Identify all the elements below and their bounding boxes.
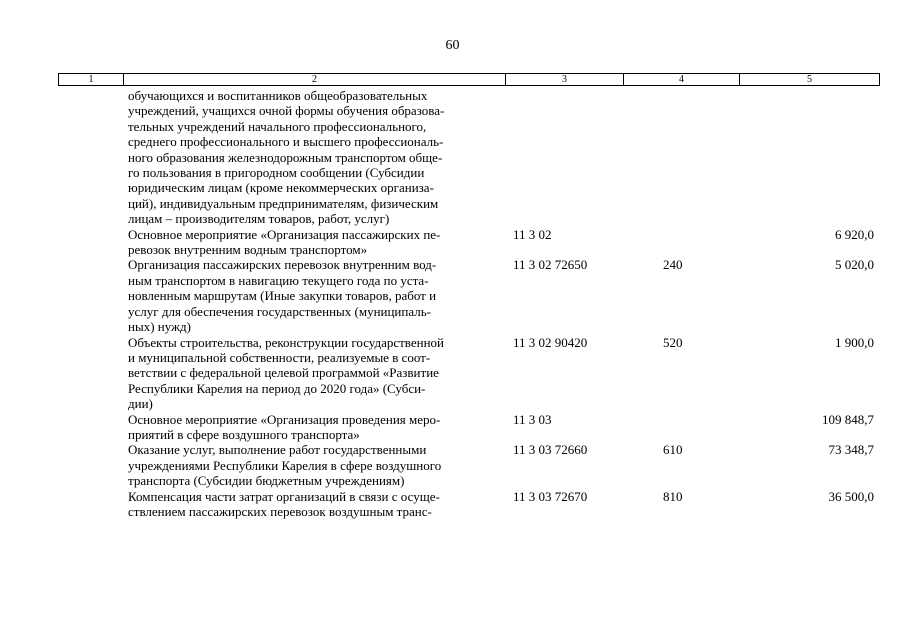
row-code: 11 3 03 xyxy=(513,411,552,427)
description-line: приятий в сфере воздушного транспорта» xyxy=(128,426,360,442)
description-line: Республики Карелия на период до 2020 года» (Субси- xyxy=(128,380,426,396)
row-amount: 36 500,0 xyxy=(828,488,874,504)
row-code: 11 3 02 90420 xyxy=(513,334,588,350)
description-line: транспорта (Субсидии бюджетным учреждениям) xyxy=(128,473,405,489)
row-expense-type: 240 xyxy=(663,257,683,273)
row-code: 11 3 03 72660 xyxy=(513,442,588,458)
row-description xyxy=(58,412,505,443)
header-col-1: 1 xyxy=(59,74,124,85)
description-line: юридическим лицам (кроме некоммерческих организа- xyxy=(128,180,434,196)
table-header-row xyxy=(58,73,880,86)
row-expense-type: 810 xyxy=(663,488,683,504)
description-line: услуг для обеспечения государственных (муниципаль- xyxy=(128,303,431,319)
row-amount: 73 348,7 xyxy=(828,442,874,458)
description-line: учреждений, учащихся очной формы обучения образова- xyxy=(128,103,445,119)
row-expense-type: 610 xyxy=(663,442,683,458)
description-line: лицам – производителям товаров, работ, услуг) xyxy=(128,211,390,227)
row-description xyxy=(58,335,505,412)
description-line: Основное мероприятие «Организация проведения меро- xyxy=(128,411,441,427)
row-amount: 109 848,7 xyxy=(822,411,874,427)
table-row xyxy=(58,227,880,258)
row-expense-type xyxy=(623,412,739,443)
description-line: ных) нужд) xyxy=(128,319,191,335)
description-line: среднего профессионального и высшего профессиональ- xyxy=(128,134,444,150)
row-description xyxy=(58,489,505,520)
row-description xyxy=(58,442,505,488)
row-description xyxy=(58,88,505,227)
table-row xyxy=(58,412,880,443)
row-expense-type xyxy=(623,227,739,258)
row-amount: 5 020,0 xyxy=(835,257,874,273)
description-line: учреждениями Республики Карелия в сфере воздушного xyxy=(128,457,442,473)
description-line: тельных учреждений начального профессионального, xyxy=(128,118,427,134)
description-line: дии) xyxy=(128,396,153,412)
table-row xyxy=(58,335,880,412)
description-line: Оказание услуг, выполнение работ государственными xyxy=(128,442,427,458)
description-line: ного образования железнодорожным транспортом обще- xyxy=(128,149,443,165)
page-number: 60 xyxy=(445,38,460,53)
row-code xyxy=(505,88,623,227)
description-line: обучающихся и воспитанников общеобразовательных xyxy=(128,88,428,103)
description-line: новленным маршрутам (Иные закупки товаров, работ и xyxy=(128,288,437,304)
row-expense-type xyxy=(623,88,739,227)
row-amount: 1 900,0 xyxy=(835,334,874,350)
description-line: и муниципальной собственности, реализуемые в соот- xyxy=(128,349,431,365)
row-description xyxy=(58,257,505,334)
description-line: ным транспортом в навигацию текущего года по уста- xyxy=(128,272,429,288)
row-code: 11 3 02 72650 xyxy=(513,257,588,273)
row-amount xyxy=(739,88,880,227)
header-col-4: 4 xyxy=(624,74,740,85)
description-line: го пользования в пригородном сообщении (Субсидии xyxy=(128,165,425,181)
header-col-2: 2 xyxy=(124,74,506,85)
description-line: Объекты строительства, реконструкции государственной xyxy=(128,334,445,350)
header-col-5: 5 xyxy=(807,74,812,85)
description-line: ций), индивидуальным предпринимателям, физическим xyxy=(128,195,439,211)
table-body xyxy=(58,88,880,519)
table-row xyxy=(58,442,880,488)
description-line: ветствии с федеральной целевой программой «Развитие xyxy=(128,365,439,381)
row-code: 11 3 03 72670 xyxy=(513,488,588,504)
row-code: 11 3 02 xyxy=(513,226,552,242)
row-description xyxy=(58,227,505,258)
description-line: Основное мероприятие «Организация пассажирских пе- xyxy=(128,226,441,242)
header-col-3: 3 xyxy=(506,74,624,85)
table-row xyxy=(58,489,880,520)
description-line: Компенсация части затрат организаций в связи с осуще- xyxy=(128,488,440,504)
table-row xyxy=(58,257,880,334)
description-line: ревозок внутренним водным транспортом» xyxy=(128,242,368,258)
description-line: ствлением пассажирских перевозок воздушным транс- xyxy=(128,503,432,519)
row-amount: 6 920,0 xyxy=(835,226,874,242)
table-row xyxy=(58,88,880,227)
row-expense-type: 520 xyxy=(663,334,683,350)
description-line: Организация пассажирских перевозок внутренним вод- xyxy=(128,257,437,273)
